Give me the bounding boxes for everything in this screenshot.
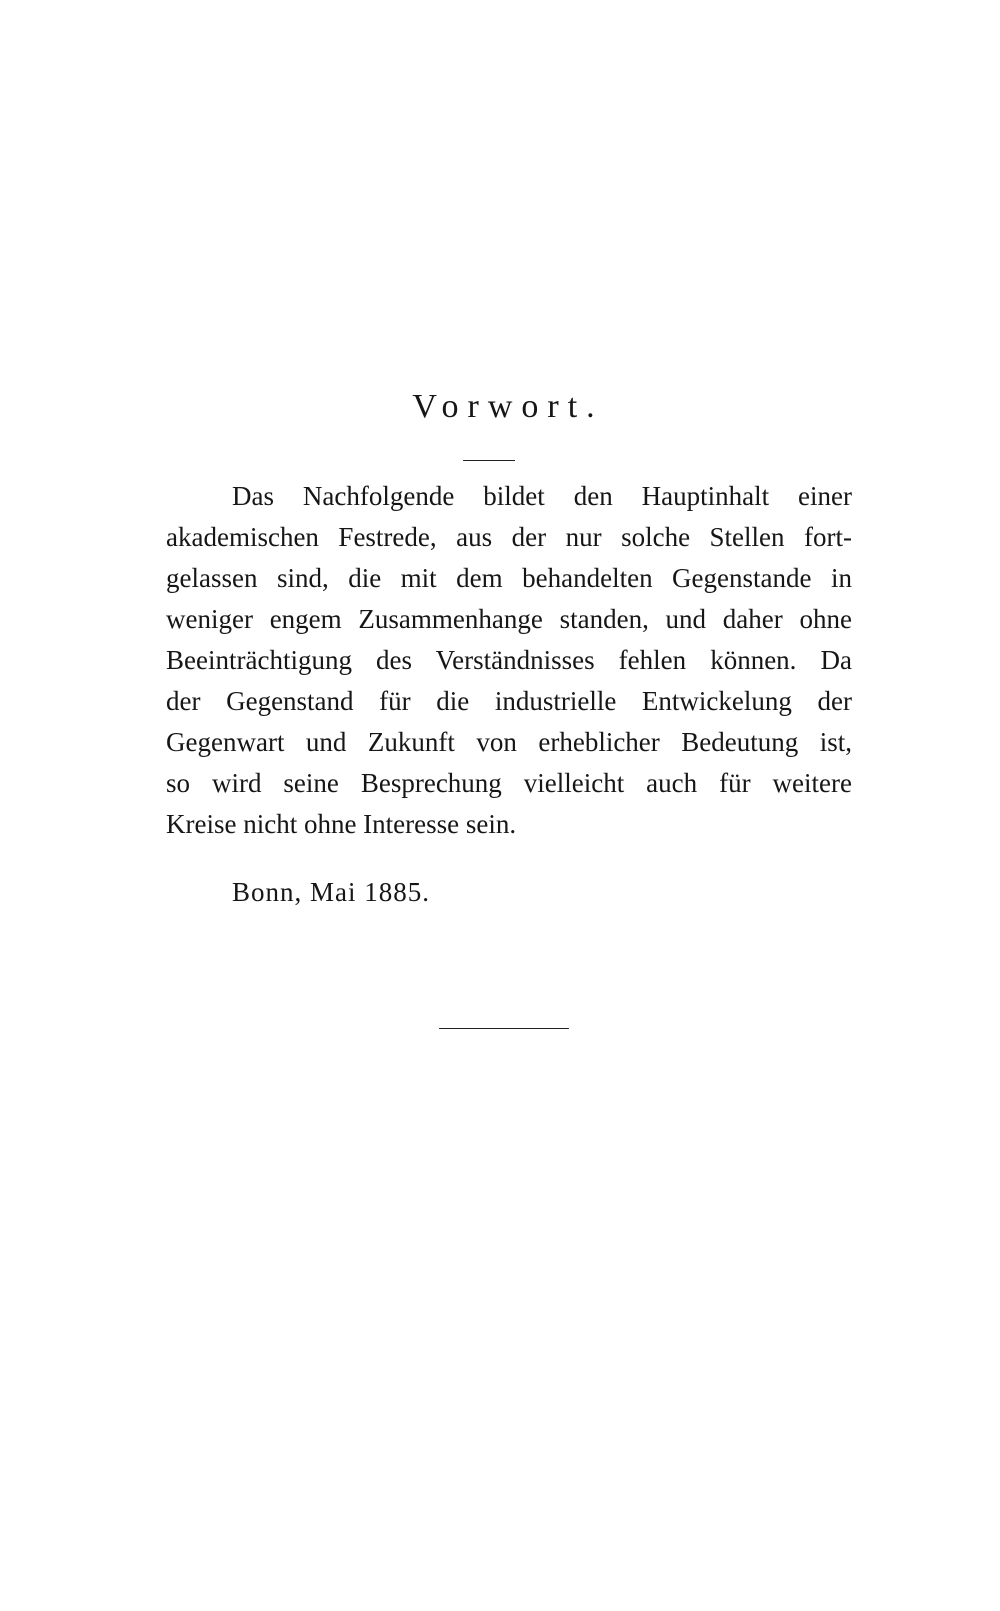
body-line-7: Gegenwart und Zukunft von erheblicher Bedeutung ist,	[166, 727, 852, 757]
body-line-6: der Gegenstand für die industrielle Entwickelung der	[166, 686, 852, 716]
end-divider	[439, 1028, 569, 1029]
body-line-1: Das Nachfolgende bildet den Hauptinhalt einer	[232, 481, 852, 511]
page-title: Vorwort.	[412, 388, 604, 425]
body-line-4: weniger engem Zusammenhange standen, und daher ohne	[166, 604, 852, 634]
body-line-8: so wird seine Besprechung vielleicht auch für weitere	[166, 768, 852, 798]
body-line-9: Kreise nicht ohne Interesse sein.	[166, 809, 517, 839]
place-date-signature: Bonn, Mai 1885.	[232, 877, 431, 907]
body-line-2: akademischen Festrede, aus der nur solche Stellen fort-	[166, 522, 852, 552]
body-line-5: Beeinträchtigung des Verständnisses fehlen können. Da	[166, 645, 852, 675]
body-line-3: gelassen sind, die mit dem behandelten Gegenstande in	[166, 563, 852, 593]
title-divider	[463, 460, 515, 461]
